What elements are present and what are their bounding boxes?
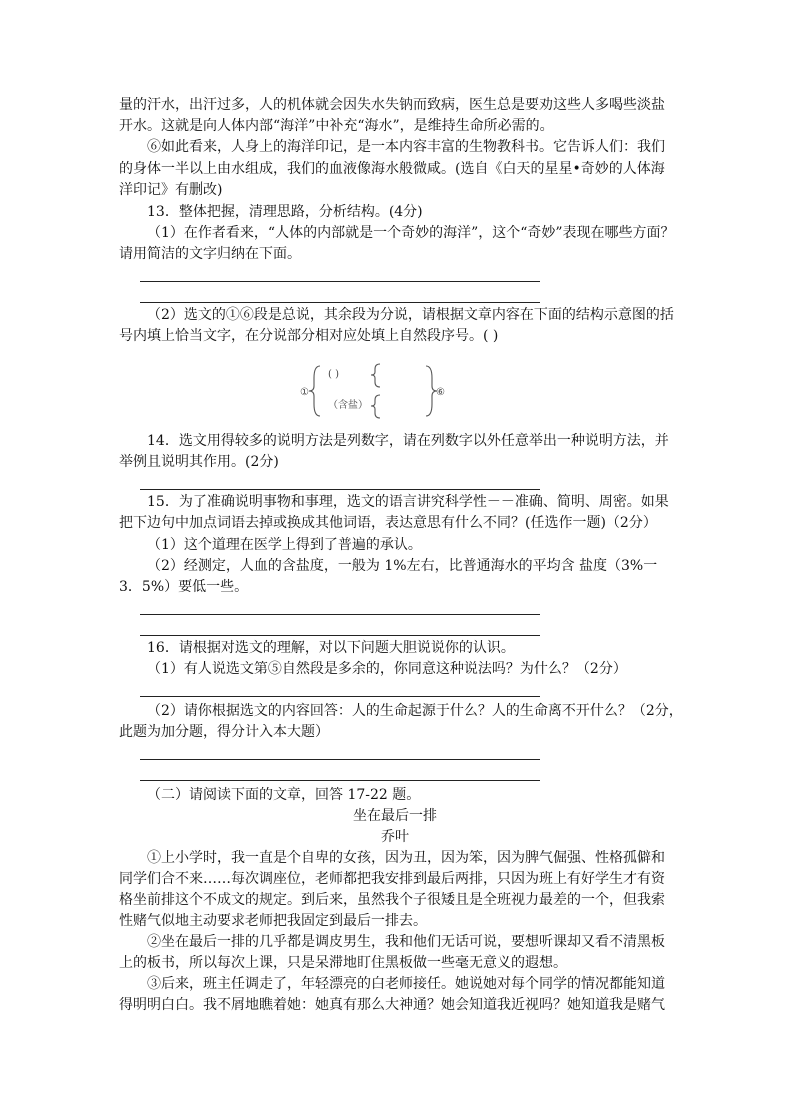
lower-brace [371,395,380,418]
question-16-2: （2）请你根据选文的内容回答：人的生命起源于什么？人的生命离不开什么？（2分， [147,703,683,719]
diagram-start-label: ① [300,387,309,398]
text-line: 的身体一半以上由水组成，我们的血液像海水般微咸。(选自《白天的星星•奇妙的人体海 [119,161,665,177]
question-16-1: （1）有人说选文第⑤自然段是多余的，你同意这种说法吗？为什么？（2分） [147,661,627,677]
question-15-2: （2）经测定，人血的含盐度，一般为 1%左右，比普通海水的平均含 盐度（3%一 [147,558,658,574]
question-13-2-cont: 号内填上恰当文字，在分说部分相对应处填上自然段序号。( ) [119,328,499,344]
text-line: ⑥如此看来，人身上的海洋印记，是一本内容丰富的生物教科书。它告诉人们：我们 [147,139,665,155]
diagram-salt-label: （含盐） [328,400,368,411]
diagram-end-label: ⑥ [436,387,445,398]
question-13-2: （2）选文的①⑥段是总说，其余段为分说，请根据文章内容在下面的结构示意图的括 [147,307,674,323]
paragraph-1: 格坐前排这个不成文的规定。到后来，虽然我个子很矮且是全班视力最差的一个，但我索 [119,892,665,908]
answer-line[interactable] [140,302,540,303]
question-14-cont: 举例且说明其作用。(2分) [119,454,279,470]
paragraph-1: 同学们合不来……每次调座位，老师都把我安排到最后两排，只因为班上有好学生才有资 [119,871,665,887]
question-15-1: （1）这个道理在医学上得到了普遍的承认。 [147,537,422,553]
answer-line[interactable] [140,780,540,781]
article-author: 乔叶 [381,829,409,845]
paragraph-3: ③后来，班主任调走了，年轻漂亮的白老师接任。她说她对每个同学的情况都能知道 [147,976,665,992]
question-16: 16．请根据对选文的理解，对以下问题大胆说说你的认识。 [147,640,515,656]
text-line: 洋印记》有删改) [119,182,223,198]
question-15-2-cont: 3．5%）要低一些。 [119,579,249,595]
paragraph-2: ②坐在最后一排的几乎都是调皮男生，我和他们无话可说，要想听课却又看不清黑板 [147,934,665,950]
text-line: 量的汗水，出汗过多，人的机体就会因失水失钠而致病，医生总是要劝这些人多喝些淡盐 [119,97,665,113]
question-13-1-cont: 请用简洁的文字归纳在下面。 [119,246,301,262]
paragraph-1: 性赌气似地主动要求老师把我固定到最后一排去。 [119,913,427,929]
answer-line[interactable] [140,614,540,615]
text-line: 开水。这就是向人体内部“海洋”中补充“海水”，是维持生命所必需的。 [119,118,554,134]
question-15-cont: 把下边句中加点词语去掉或换成其他词语，表达意思有什么不同？(任选作一题)（2分） [119,515,657,531]
question-14: 14．选文用得较多的说明方法是列数字，请在列数字以外任意举出一种说明方法，并 [147,433,669,449]
paragraph-1: ①上小学时，我一直是个自卑的女孩，因为丑，因为笨，因为脾气倔强、性格孤僻和 [147,850,665,866]
answer-line[interactable] [140,489,540,490]
question-15: 15．为了准确说明事物和事理，选文的语言讲究科学性－－准确、简明、周密。如果 [147,494,669,510]
answer-line[interactable] [140,696,540,697]
left-brace [309,366,320,416]
structure-diagram [298,360,450,422]
article-title: 坐在最后一排 [353,808,437,824]
question-16-2-cont: 此题为加分题，得分计入本大题） [119,724,329,740]
answer-line[interactable] [140,635,540,636]
diagram-blank: ( ) [328,369,339,380]
paragraph-3: 得明明白白。我不屑地瞧着她：她真有那么大神通？她会知道我近视吗？她知道我是赌气 [119,997,665,1013]
section-two-heading: （二）请阅读下面的文章，回答 17-22 题。 [147,787,421,803]
answer-line[interactable] [140,281,540,282]
upper-brace [371,364,380,387]
paragraph-2: 上的板书，所以每次上课，只是呆滞地盯住黑板做一些毫无意义的遐想。 [119,955,567,971]
question-13: 13．整体把握，清理思路，分析结构。(4分) [147,204,423,220]
question-13-1: （1）在作者看来，“人体的内部就是一个奇妙的海洋”，这个“奇妙”表现在哪些方面？ [147,225,675,241]
answer-line[interactable] [140,759,540,760]
